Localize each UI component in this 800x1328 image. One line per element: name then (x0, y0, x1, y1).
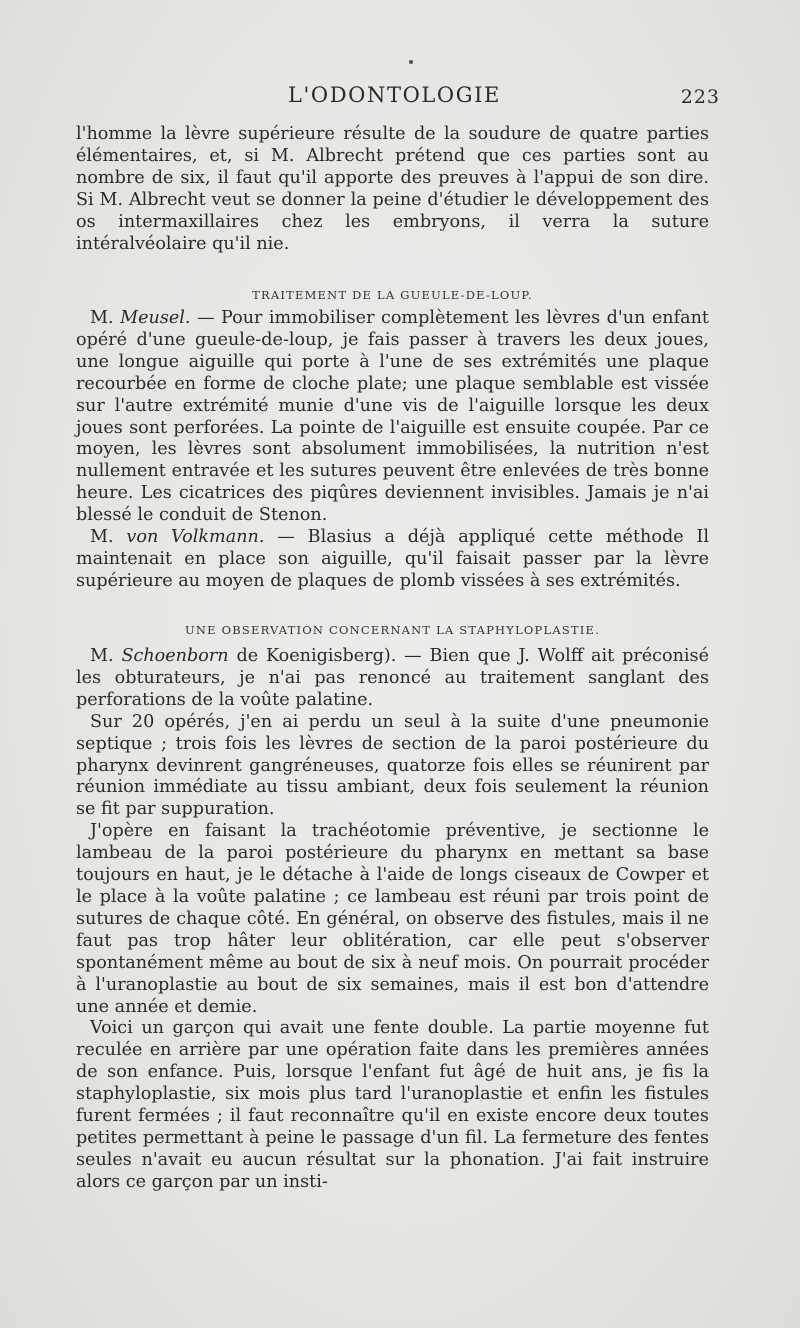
paragraph-text: — Blasius a déjà appliqué cette méthode Il maintenait en place son aiguille, qu'il faisait passer par la lèvre supérieure au moyen de plaques de plomb vissées à ses extrémités. (76, 527, 710, 591)
speaker-prefix: M. (90, 527, 127, 548)
paragraph-schoenborn (76, 646, 709, 712)
page-number: 223 (680, 86, 720, 108)
paragraph-text: de Koenigisberg). — Bien que J. Wolff ait préconisé les obturateurs, je n'ai pas renoncé au traitement sanglant des perforations de la voûte palatine. (76, 646, 709, 710)
section-heading-cleft-palate: TRAITEMENT DE LA GUEULE-DE-LOUP. (252, 288, 533, 302)
section-body-block (76, 646, 709, 1194)
paragraph-tracheotomy: J'opère en faisant la trachéotomie préventive, je sectionne le lambeau de la paroi postérieure du pharynx en mettant sa base toujours en haut, je le détache à l'aide de longs ciseaux de Cowper et le place à la voûte palatine ; ce lambeau est réuni par trois point de sutures de chaque côté. En général, on observe des fistules, mais il ne faut pas trop hâter leur oblitération, car elle peut s'observer spontanément même au bout de six à neuf mois. On pourrait procéder à l'uranoplastie au bout de six semaines, mais il est bon d'attendre une année et demie. (76, 821, 709, 1017)
section-heading-block (76, 288, 709, 302)
speaker-prefix: M. (90, 308, 121, 328)
paragraph-text: — Pour immobiliser complètement les lèvres d'un enfant opéré d'une gueule-de-loup, je fais passer à travers les deux joues, une longue aiguille qui porte à l'une de ses extrémités une plaque recourbée en forme de cloche plate; une plaque semblable est vissée sur l'autre extrémité munie d'une vis de l'aiguille lorsque les deux joues sont perforées. La pointe de l'aiguille est ensuite coupée. Par ce moyen, les lèvres sont absolument immobilisées, la nutrition n'est nullement entravée et les sutures peuvent être enlevées de très bonne heure. Les cicatrices des piqûres deviennent invisibles. Jamais je n'ai blessé le conduit de Stenon. (76, 308, 710, 526)
paragraph-operated-patients: Sur 20 opérés, j'en ai perdu un seul à la suite d'une pneumonie septique ; trois fois les lèvres de section de la paroi postérieure du pharynx devinrent gangréneuses, quatorze fois elles se réunirent par réunion immédiate au tissu ambiant, deux fois seulement la réunion se fit par suppuration. (76, 711, 709, 820)
section-heading-block (76, 623, 709, 637)
intro-paragraph-block (76, 124, 709, 255)
speaker-prefix: M. (90, 646, 122, 666)
section-heading-staphyloplasty: UNE OBSERVATION CONCERNANT LA STAPHYLOPLASTIE. (185, 623, 600, 637)
ink-dot (409, 60, 413, 64)
paragraph-case-boy: Voici un garçon qui avait une fente double. La partie moyenne fut reculée en arrière par une opération faite dans les premières années de son enfance. Puis, lorsque l'enfant fut âgé de huit ans, je fis la staphyloplastie, six mois plus tard l'uranoplastie et enfin les fistules furent fermées ; il faut reconnaître qu'il en existe encore deux toutes petites permettant à peine le passage d'un fil. La fermeture des fentes seules n'avait eu aucun résultat sur la phonation. J'ai fait instruire alors ce garçon par un insti- (76, 1018, 709, 1192)
speaker-name: von Volkmann. (126, 527, 265, 548)
speaker-name: Meusel. (120, 308, 191, 328)
speaker-name: Schoenborn (121, 646, 229, 666)
running-head: L'ODONTOLOGIE (288, 83, 501, 107)
section-body-block (76, 308, 709, 593)
paragraph-meusel (76, 308, 709, 527)
intro-paragraph: l'homme la lèvre supérieure résulte de la soudure de quatre parties élémentaires, et, si M. Albrecht prétend que ces parties sont au nombre de six, il faut qu'il apporte des preuves à l'appui de son dire. Si M. Albrecht veut se donner la peine d'étudier le développement des os intermaxillaires chez les embryons, il verra la suture intéralvéolaire qu'il nie. (76, 124, 709, 254)
paragraph-volkmann (76, 527, 709, 593)
